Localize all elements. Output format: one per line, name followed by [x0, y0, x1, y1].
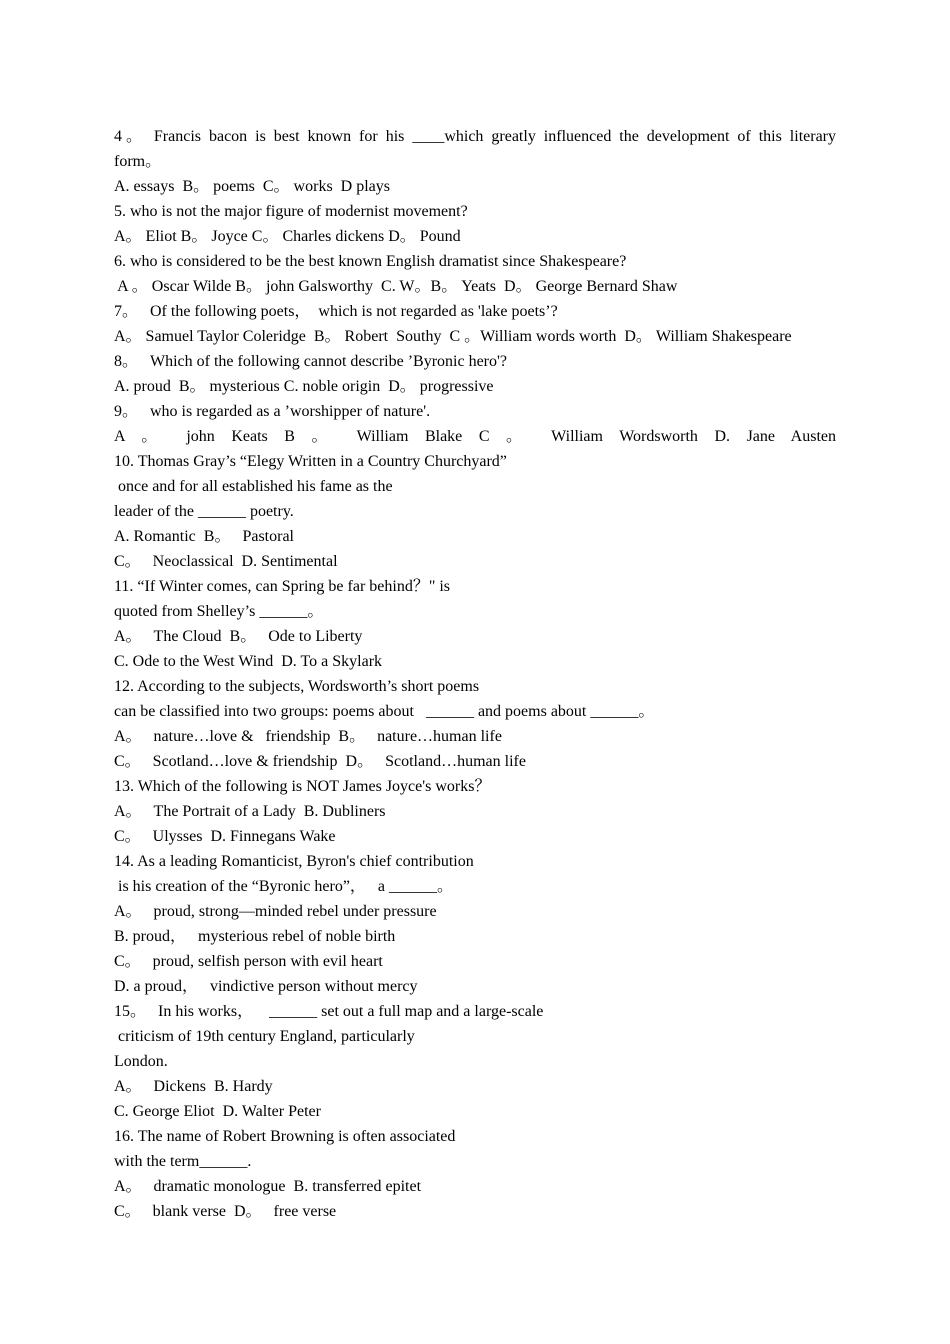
question-16-stem-line-1: 16. The name of Robert Browning is often associated — [114, 1128, 456, 1145]
question-14-stem-line-2: is his creation of the “Byronic hero”， a ______。 — [114, 878, 454, 895]
question-4-stem-line-1: 4。 Francis bacon is best known for his ____which greatly influenced the development of this literary — [114, 128, 836, 145]
question-15-stem-line-3: London. — [114, 1053, 168, 1070]
question-13-options-ab: A。 The Portrait of a Lady B. Dubliners — [114, 803, 386, 820]
question-4-options: A. essays B。 poems C。 works D plays — [114, 178, 390, 195]
question-8-stem: 8。 Which of the following cannot describe ’Byronic hero'? — [114, 353, 507, 370]
question-10-stem-line-3: leader of the ______ poetry. — [114, 503, 294, 520]
question-11-stem-line-2: quoted from Shelley’s ______。 — [114, 603, 324, 620]
question-12-stem-line-2: can be classified into two groups: poems about ______ and poems about ______。 — [114, 703, 655, 720]
question-12-options-cd: C。 Scotland…love & friendship D。 Scotland…human life — [114, 753, 526, 770]
question-14-option-c: C。 proud, selfish person with evil heart — [114, 953, 383, 970]
question-13-options-cd: C。 Ulysses D. Finnegans Wake — [114, 828, 336, 845]
question-7-stem: 7。 Of the following poets， which is not regarded as 'lake poets’? — [114, 303, 558, 320]
question-10-stem-line-1: 10. Thomas Gray’s “Elegy Written in a Country Churchyard” — [114, 453, 507, 470]
question-11-options-cd: C. Ode to the West Wind D. To a Skylark — [114, 653, 383, 670]
question-9-stem: 9。 who is regarded as a ’worshipper of nature'. — [114, 403, 431, 420]
question-10-options-cd: C。 Neoclassical D. Sentimental — [114, 553, 338, 570]
question-8-options: A. proud B。 mysterious C. noble origin D。 progressive — [114, 378, 494, 395]
question-5-options: A。 Eliot B。 Joyce C。 Charles dickens D。 Pound — [114, 228, 461, 245]
question-14-option-b: B. proud， mysterious rebel of noble birth — [114, 928, 396, 945]
question-16-stem-line-2: with the term______. — [114, 1153, 252, 1170]
question-10-options-ab: A. Romantic B。 Pastoral — [114, 528, 294, 545]
question-13-stem: 13. Which of the following is NOT James Joyce's works？ — [114, 778, 491, 795]
question-15-options-cd: C. George Eliot D. Walter Peter — [114, 1103, 321, 1120]
question-16-options-ab: A。 dramatic monologue B. transferred epitet — [114, 1178, 422, 1195]
question-14-stem-line-1: 14. As a leading Romanticist, Byron's chief contribution — [114, 853, 474, 870]
question-9-options: A 。 john Keats B 。 William Blake C 。 William Wordsworth D. Jane Austen — [114, 428, 836, 445]
question-10-stem-line-2: once and for all established his fame as the — [114, 478, 393, 495]
question-12-stem-line-1: 12. According to the subjects, Wordsworth’s short poems — [114, 678, 480, 695]
question-15-stem-line-2: criticism of 19th century England, particularly — [114, 1028, 415, 1045]
question-14-option-d: D. a proud， vindictive person without mercy — [114, 978, 418, 995]
question-5-stem: 5. who is not the major figure of modernist movement? — [114, 203, 468, 220]
question-15-options-ab: A。 Dickens B. Hardy — [114, 1078, 273, 1095]
question-7-options: A。 Samuel Taylor Coleridge B。 Robert Southy C 。William words worth D。 William Shakespeare — [114, 328, 792, 345]
question-15-stem-line-1: 15。 In his works， ______ set out a full map and a large-scale — [114, 1003, 544, 1020]
question-12-options-ab: A。 nature…love & friendship B。 nature…human life — [114, 728, 502, 745]
question-4-stem-line-2: form。 — [114, 153, 162, 170]
question-11-stem-line-1: 11. “If Winter comes, can Spring be far behind？" is — [114, 578, 451, 595]
document-body — [114, 124, 836, 1224]
question-11-options-ab: A。 The Cloud B。 Ode to Liberty — [114, 628, 363, 645]
question-16-options-cd: C。 blank verse D。 free verse — [114, 1203, 337, 1220]
question-6-options: A 。 Oscar Wilde B。 john Galsworthy C. W。B。 Yeats D。 George Bernard Shaw — [114, 278, 678, 295]
question-6-stem: 6. who is considered to be the best known English dramatist since Shakespeare? — [114, 253, 627, 270]
question-14-option-a: A。 proud, strong—minded rebel under pressure — [114, 903, 437, 920]
